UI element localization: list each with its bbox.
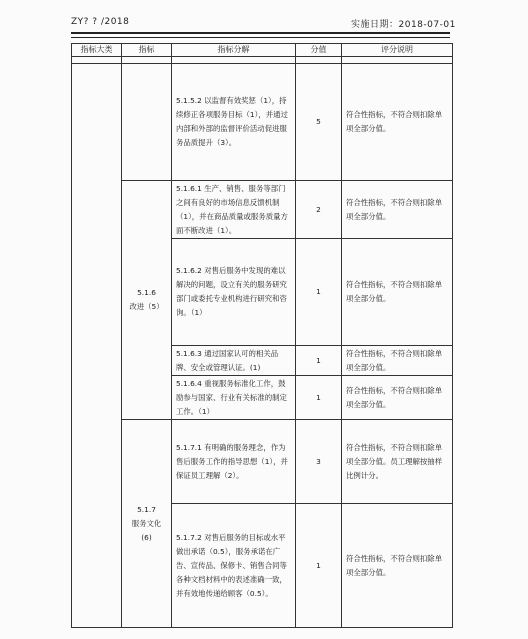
col-header-breakdown: 指标分解 — [172, 44, 296, 57]
explanation-cell: 符合性指标，不符合则扣除单项全部分值。员工理解按抽样比例计分。 — [342, 420, 453, 504]
indicator-name: 服务文化 — [131, 518, 162, 528]
table-row — [72, 64, 453, 181]
breakdown-cell: 5.1.6.4 重视服务标准化工作，鼓励参与国家、行业有关标准的制定工作。（1） — [172, 376, 296, 420]
indicator-cell — [122, 64, 172, 181]
indicator-name: 改进（5） — [129, 302, 164, 311]
score-cell: 1 — [296, 346, 342, 376]
col-header-indicator: 指标 — [122, 44, 172, 57]
col-header-explanation: 评分说明 — [342, 44, 453, 57]
table-row — [72, 420, 453, 504]
indicator-code: 5.1.6 — [137, 288, 156, 297]
score-cell: 1 — [296, 239, 342, 346]
breakdown-cell: 5.1.7.1 有明确的服务理念，作为售后服务工作的指导思想（1），并保证员工理解（2）。 — [172, 420, 296, 504]
score-cell: 2 — [296, 181, 342, 239]
score-cell: 1 — [296, 504, 342, 628]
explanation-cell: 符合性指标，不符合则扣除单项全部分值。 — [342, 376, 453, 420]
explanation-cell: 符合性指标，不符合则扣除单项全部分值。 — [342, 181, 453, 239]
explanation-cell: 符合性指标，不符合则扣除单项全部分值。 — [342, 346, 453, 376]
indicator-group-cell — [122, 420, 172, 628]
breakdown-cell: 5.1.7.2 对售后服务的目标或水平做出承诺（0.5），服务承诺在广告、宣传品、保修卡、销售合同等各种文档材料中的表述准确一致，并有效地传递给顾客（0.5）。 — [172, 504, 296, 628]
indicator-table — [71, 43, 453, 628]
indicator-code: 5.1.7 — [137, 504, 156, 514]
breakdown-cell: 5.1.6.2 对售后服务中发现的难以解决的问题，设立有关的服务研究部门或委托专业机构进行研究和咨询。（1） — [172, 239, 296, 346]
header-right: 实施日期：2018-07-01 — [351, 20, 456, 30]
indicator-group-cell — [122, 181, 172, 420]
breakdown-cell: 5.1.6.3 通过国家认可的相关品牌、安全或管理认证。(1) — [172, 346, 296, 376]
breakdown-cell: 5.1.5.2 以监督有效奖惩（1），持续修正各项服务目标（1），并通过内部和外部的监督评价活动促进服务品质提升（3）。 — [172, 64, 296, 181]
col-header-score: 分值 — [296, 44, 342, 57]
col-header-category: 指标大类 — [72, 44, 122, 57]
header-left: ZY? ? /2018 — [71, 17, 130, 27]
breakdown-cell: 5.1.6.1 生产、销售、服务等部门之间有良好的市场信息反馈机制（1），并在商品质量或服务质量方面不断改进（1）。 — [172, 181, 296, 239]
explanation-cell: 符合性指标，不符合则扣除单项全部分值。 — [342, 239, 453, 346]
indicator-score: (6) — [141, 532, 152, 542]
table-row — [72, 181, 453, 239]
explanation-cell: 符合性指标，不符合则扣除单项全部分值。 — [342, 504, 453, 628]
score-cell: 1 — [296, 376, 342, 420]
header-rule — [71, 32, 450, 34]
header-spacer-row — [72, 57, 453, 64]
header-rule-thin — [71, 37, 450, 38]
table-header-row — [72, 44, 453, 57]
category-cell — [72, 64, 122, 628]
score-cell: 5 — [296, 64, 342, 181]
score-cell: 3 — [296, 420, 342, 504]
explanation-cell: 符合性指标，不符合则扣除单项全部分值。 — [342, 64, 453, 181]
